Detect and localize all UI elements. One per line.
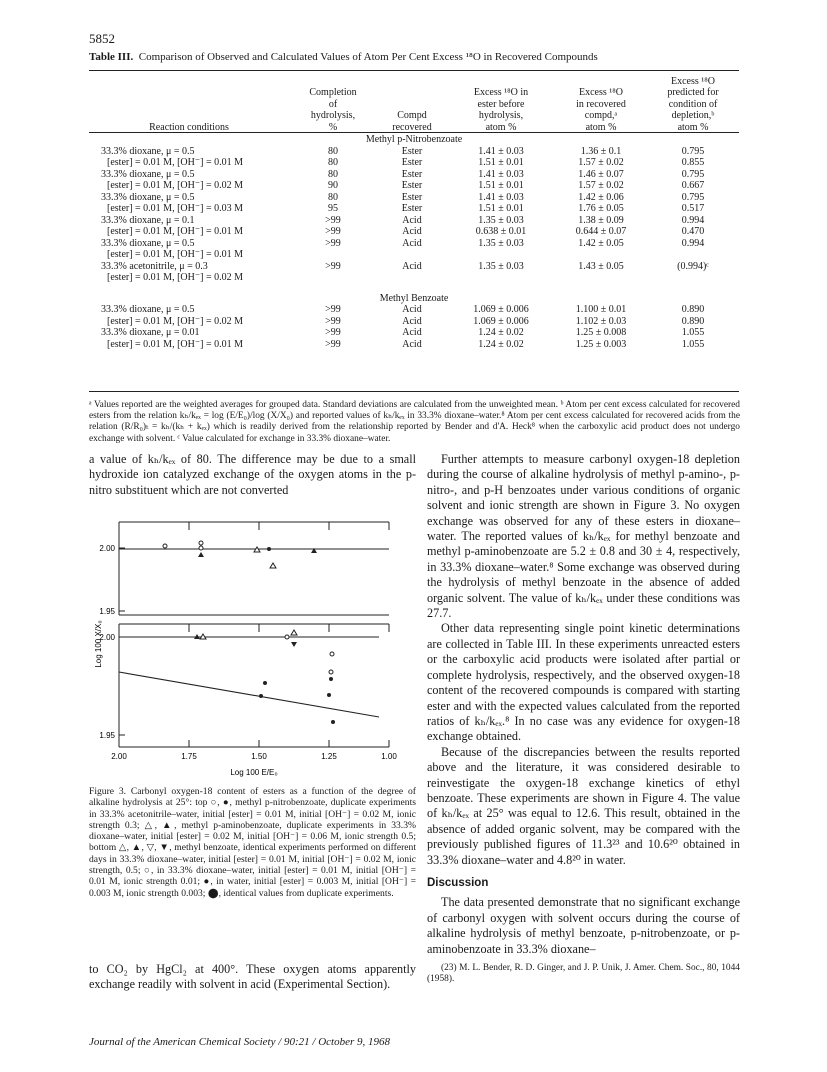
bottom-panel-markers [194, 630, 335, 724]
table-cell: 80 [328, 168, 338, 180]
table-cell: >99 [325, 304, 341, 315]
data-point [329, 677, 333, 681]
data-point [330, 652, 334, 656]
table-cell: Ester [401, 157, 423, 168]
table-cell: 1.51 ± 0.01 [478, 203, 524, 214]
table-label: Table III. [89, 51, 134, 63]
table-cell: 95 [328, 203, 338, 214]
table-cell: Ester [401, 203, 423, 214]
table-cell: Acid [402, 304, 422, 315]
paragraph: The data presented demonstrate that no significant exchange of carbonyl oxygen with solvent occurs during the course of alkaline hydrolysis of methyl benzoate, p-nitrobenzoate, or p-aminobenzoate in 33.3% dioxane– [427, 895, 740, 956]
table-body [89, 133, 739, 350]
table-cell: 1.069 ± 0.006 [473, 315, 529, 327]
table-cell: Acid [402, 260, 422, 272]
y-axis-label: Log 100 X/X₀ [94, 620, 103, 668]
x-tick-label: 1.00 [381, 752, 397, 761]
table-cell: >99 [325, 226, 341, 237]
table-cell [377, 249, 447, 261]
table-cell: 0.855 [681, 157, 705, 168]
table-cell: 1.38 ± 0.09 [578, 214, 624, 226]
table-cell: 1.51 ± 0.01 [478, 157, 524, 168]
table-cell: 1.35 ± 0.03 [478, 214, 524, 226]
data-point [285, 635, 289, 639]
table-cell: >99 [325, 214, 341, 226]
bottom-y-tick-label: 2.00 [99, 633, 115, 642]
table-row [89, 215, 739, 227]
table-cell: [ester] = 0.01 M, [OH⁻] = 0.02 M [107, 315, 243, 327]
data-point [291, 630, 297, 635]
table-cell: 90 [328, 180, 338, 191]
table-cell: >99 [325, 338, 341, 350]
table-cell: 1.35 ± 0.03 [478, 237, 524, 249]
table-cell: 33.3% dioxane, μ = 0.01 [101, 327, 200, 338]
paragraph: a value of kₕ/kₑₓ of 80. The difference may be due to a small hydroxide ion catalyzed exchange of the oxygen atoms in the p-nitro substituent which are not converted [89, 452, 416, 497]
data-point [163, 544, 167, 548]
table-cell [447, 249, 555, 261]
data-point [329, 670, 333, 674]
table-cell [555, 249, 647, 261]
section-title: Methyl Benzoate [379, 292, 449, 304]
header-conditions: Reaction conditions [149, 121, 229, 133]
table-cell: Acid [402, 226, 422, 237]
table-cell [447, 272, 555, 284]
table-cell: 1.42 ± 0.05 [578, 237, 624, 249]
table-row [89, 261, 739, 273]
paragraph: Because of the discrepancies between the results reported above and the literature, it was considered desirable to reinvestigate the oxygen-18 exchange kinetics of ethyl benzoate. These experiments are shown in Figure 4. The value of kₕ/kₑₓ at 25° was equal to 12.6. This result, obtained in the absence of added organic solvent, may be compared with the previously published figures of 11.3²³ and 10.6²⁰ obtained in 33.3% dioxane–water and 4.8²⁰ in water. [427, 744, 740, 867]
table-cell: 80 [328, 157, 338, 168]
table-cell: 1.41 ± 0.03 [478, 145, 524, 157]
header-excess-recovered: Excess ¹⁸O in recovered compd,ᵃ atom % [576, 87, 626, 133]
table-row [89, 180, 739, 192]
table-row [89, 203, 739, 215]
section-heading: Discussion [427, 876, 489, 889]
table-cell: [ester] = 0.01 M, [OH⁻] = 0.02 M [107, 180, 243, 191]
table-cell: 0.795 [681, 145, 705, 157]
top-y-tick-label: 1.95 [99, 607, 115, 616]
table-cell: 1.24 ± 0.02 [478, 338, 524, 350]
header-completion: Completion of hydrolysis, % [309, 87, 357, 133]
left-column-bottom [89, 962, 416, 993]
table-row [89, 238, 739, 250]
table-cell: 33.3% dioxane, μ = 0.5 [101, 191, 195, 203]
paragraph: to CO₂ by HgCl₂ at 400°. These oxygen atoms apparently exchange readily with solvent in acid (Experimental Section). [89, 962, 416, 992]
table-cell: 1.46 ± 0.07 [578, 168, 624, 180]
journal-footer: Journal of the American Chemical Society / 90:21 / October 9, 1968 [89, 1036, 391, 1048]
top-y-tick-label: 2.00 [99, 544, 115, 553]
data-point [270, 563, 276, 568]
table-row [89, 146, 739, 158]
table-cell: Acid [402, 338, 422, 350]
table-cell: 1.41 ± 0.03 [478, 168, 524, 180]
table-cell: 1.055 [681, 338, 705, 350]
table-cell: 1.43 ± 0.05 [578, 260, 624, 272]
table-cell: Acid [402, 214, 422, 226]
table-cell: 1.41 ± 0.03 [478, 191, 524, 203]
x-tick-label: 1.75 [181, 752, 197, 761]
table-cell: Ester [401, 145, 423, 157]
table-cell: Ester [401, 191, 423, 203]
table-cell: 1.42 ± 0.06 [578, 191, 624, 203]
table-top-rule [89, 70, 739, 71]
table-row [89, 304, 739, 316]
data-table [89, 73, 739, 350]
spacer-row [89, 284, 739, 292]
table-cell: 33.3% dioxane, μ = 0.5 [101, 145, 195, 157]
data-point [199, 546, 203, 550]
table-cell: 0.638 ± 0.01 [475, 226, 527, 237]
bottom-regression-line [119, 672, 379, 717]
table-cell [555, 272, 647, 284]
table-bottom-rule [89, 391, 739, 392]
table-row [89, 339, 739, 351]
table-cell: 0.795 [681, 168, 705, 180]
x-tick-label: 2.00 [111, 752, 127, 761]
bottom-y-tick-label: 1.95 [99, 731, 115, 740]
table-cell: [ester] = 0.01 M, [OH⁻] = 0.01 M [107, 226, 243, 237]
table-cell: 1.24 ± 0.02 [478, 327, 524, 338]
table-cell: 0.470 [681, 226, 705, 237]
table-cell: 1.25 ± 0.003 [575, 338, 627, 350]
table-cell: Acid [402, 237, 422, 249]
table-row [89, 316, 739, 328]
table-row [89, 169, 739, 181]
table-row [89, 192, 739, 204]
table-cell: [ester] = 0.01 M, [OH⁻] = 0.01 M [107, 338, 243, 350]
data-point [259, 694, 263, 698]
table-cell: Acid [402, 327, 422, 338]
table-row [89, 226, 739, 238]
table-cell: 0.517 [681, 203, 705, 214]
table-cell: 1.25 ± 0.008 [575, 327, 627, 338]
page-number: 5852 [89, 31, 115, 46]
data-point [198, 552, 204, 557]
table-cell: [ester] = 0.01 M, [OH⁻] = 0.03 M [107, 203, 243, 214]
reference-23: (23) M. L. Bender, R. D. Ginger, and J. P. Unik, J. Amer. Chem. Soc., 80, 1044 (1958). [427, 963, 740, 984]
table-cell: 0.890 [681, 304, 705, 315]
table-cell: 33.3% dioxane, μ = 0.5 [101, 237, 195, 249]
data-point [291, 642, 297, 647]
table-cell: 1.069 ± 0.006 [473, 304, 529, 315]
figure-caption: Figure 3. Carbonyl oxygen-18 content of esters as a function of the degree of alkaline hydrolysis at 25°: top ○, ●, methyl p-nitrobenzoate, duplicate experiments in 33.3% acetonitrile–water, initial [ester] = 0.01 M, initial [OH⁻] = 0.02 M, ionic strength 0.3; △, ▲, methyl p-aminobenzoate, duplicate experiments in 33.3% dioxane–water, initial [ester] = 0.02 M, initial [OH⁻] = 0.06 M, ionic strength 0.5; bottom △, ▲, ▽, ▼, methyl benzoate, identical experiments performed on different days in 33.3% dioxane–water, initial [ester] = 0.01 M, initial [OH⁻] = 0.02 M, ionic strength, 0.5; ○, in 33.3% dioxane–water, initial [ester] = 0.01 M, initial [OH⁻] = 0.01 M, ionic strength 0.01; ●, in water, initial [ester] = 0.003 M, initial [OH⁻] = 0.003 M, ionic strength 0.003; ⬤, identical values from duplicate experiments. [89, 786, 416, 899]
section-title: Methyl p-Nitrobenzoate [365, 134, 463, 145]
header-excess-predicted: Excess ¹⁸O predicted for condition of depletion,ᵇ atom % [667, 75, 719, 133]
table-caption [89, 51, 749, 63]
table-row [89, 249, 739, 261]
table-footnote: ᵃ Values reported are the weighted averages for grouped data. Standard deviations are calculated from the unweighted mean. ᵇ Atom per cent excess calculated for recovered esters from the relation kₕ/kₑₓ = log (E/E₀)/log (X/X₀) and reported values of kₕ/kₑₓ in 33.3% dioxane–water.⁸ Atom per cent excess calculated for recovered acids from the relation (R/R₀)ₜ = kₕ/(kₕ + kₑₓ) which is readily derived from the relationship reported by Bender and d'A. Heck⁸ when the carboxylic acid product does not undergo exchange with solvent. ᶜ Value calculated for exchange in 33.3% dioxane–water. [89, 400, 740, 444]
table-cell: [ester] = 0.01 M, [OH⁻] = 0.01 M [107, 249, 243, 260]
table-row [89, 157, 739, 169]
table-cell: 33.3% dioxane, μ = 0.5 [101, 304, 195, 315]
table-row [89, 327, 739, 339]
figure-3-chart [89, 512, 416, 782]
table-cell: 1.51 ± 0.01 [478, 180, 524, 191]
table-cell [289, 249, 377, 261]
table-cell: 0.644 ± 0.07 [575, 226, 627, 237]
right-column [427, 452, 740, 985]
table-section-row [89, 292, 739, 305]
table-title: Comparison of Observed and Calculated Values of Atom Per Cent Excess ¹⁸O in Recovered Compounds [138, 51, 598, 63]
table-cell: 0.667 [681, 180, 705, 191]
table-cell: Acid [402, 315, 422, 327]
table-cell: 33.3% acetonitrile, μ = 0.3 [101, 260, 208, 272]
data-point [331, 720, 335, 724]
table-cell: >99 [325, 237, 341, 249]
data-point [263, 681, 267, 685]
top-panel-markers [163, 541, 317, 568]
paragraph: Other data representing single point kinetic determinations are collected in Table III. In these experiments unreacted esters or the carboxylic acid products were isolated after partial or complete hydrolysis, respectively, and the observed oxygen-18 content of the recovered compounds is compared with starting ester and with the expected values calculated from the reported ratios of kₕ/kₑₓ.⁸ In no case was any evidence for oxygen-18 exchange obtained. [427, 621, 740, 744]
table-cell: 1.055 [681, 327, 705, 338]
header-excess-before: Excess ¹⁸O in ester before hydrolysis, atom % [473, 87, 529, 133]
table-section-row [89, 133, 739, 146]
table-cell [289, 272, 377, 284]
table-cell: >99 [325, 315, 341, 327]
table-cell: 1.57 ± 0.02 [578, 157, 624, 168]
table-cell: [ester] = 0.01 M, [OH⁻] = 0.01 M [107, 157, 243, 168]
table-row [89, 272, 739, 284]
table-cell: 1.36 ± 0.1 [580, 145, 622, 157]
table-cell: 0.994 [681, 237, 705, 249]
table-cell: 0.795 [681, 191, 705, 203]
table-cell [377, 272, 447, 284]
x-axis-label: Log 100 E/E₀ [230, 768, 278, 777]
table-cell: Ester [401, 180, 423, 191]
table-cell: Ester [401, 168, 423, 180]
table-cell: 0.890 [681, 315, 705, 327]
table-cell: 1.100 ± 0.01 [575, 304, 627, 315]
table-cell: 1.35 ± 0.03 [478, 260, 524, 272]
table-cell: 33.3% dioxane, μ = 0.1 [101, 214, 195, 226]
x-tick-label: 1.25 [321, 752, 337, 761]
data-point [267, 547, 271, 551]
table-cell: 80 [328, 191, 338, 203]
paragraph: Further attempts to measure carbonyl oxygen-18 depletion during the course of alkaline hydrolysis of methyl p-amino-, p-nitro-, and p-H benzoates under various conditions of organic solvent and ionic strength are shown in Figure 3. No oxygen exchange was observed for any of these esters in dioxane–water. The reported values of kₕ/kₑₓ for methyl benzoate and methyl p-aminobenzoate are 5.2 ± 0.8 and 30 ± 4, respectively, in 33.3% dioxane–water.⁸ Some exchange was observed during the hydrolysis of methyl benzoate in the absence of added organic solvent. The value of kₕ/kₑₓ under these conditions was 27.7. [427, 452, 740, 621]
table-cell: (0.994)ᶜ [677, 260, 709, 272]
table-cell: >99 [325, 260, 341, 272]
x-tick-label: 1.50 [251, 752, 267, 761]
table-cell: 1.102 ± 0.03 [575, 315, 627, 327]
table-cell [647, 249, 739, 261]
header-compd: Compd recovered [392, 110, 432, 133]
table-cell: 33.3% dioxane, μ = 0.5 [101, 168, 195, 180]
data-point [199, 541, 203, 545]
data-point [327, 693, 331, 697]
table-cell: [ester] = 0.01 M, [OH⁻] = 0.02 M [107, 272, 243, 283]
x-tick-marks [119, 522, 389, 747]
table-cell: 1.57 ± 0.02 [578, 180, 624, 191]
table-cell: 1.76 ± 0.05 [578, 203, 624, 214]
table-cell [647, 272, 739, 284]
table-cell: 80 [328, 145, 338, 157]
table-cell: >99 [325, 327, 341, 338]
left-column-top [89, 452, 416, 498]
table-cell: 0.994 [681, 214, 705, 226]
